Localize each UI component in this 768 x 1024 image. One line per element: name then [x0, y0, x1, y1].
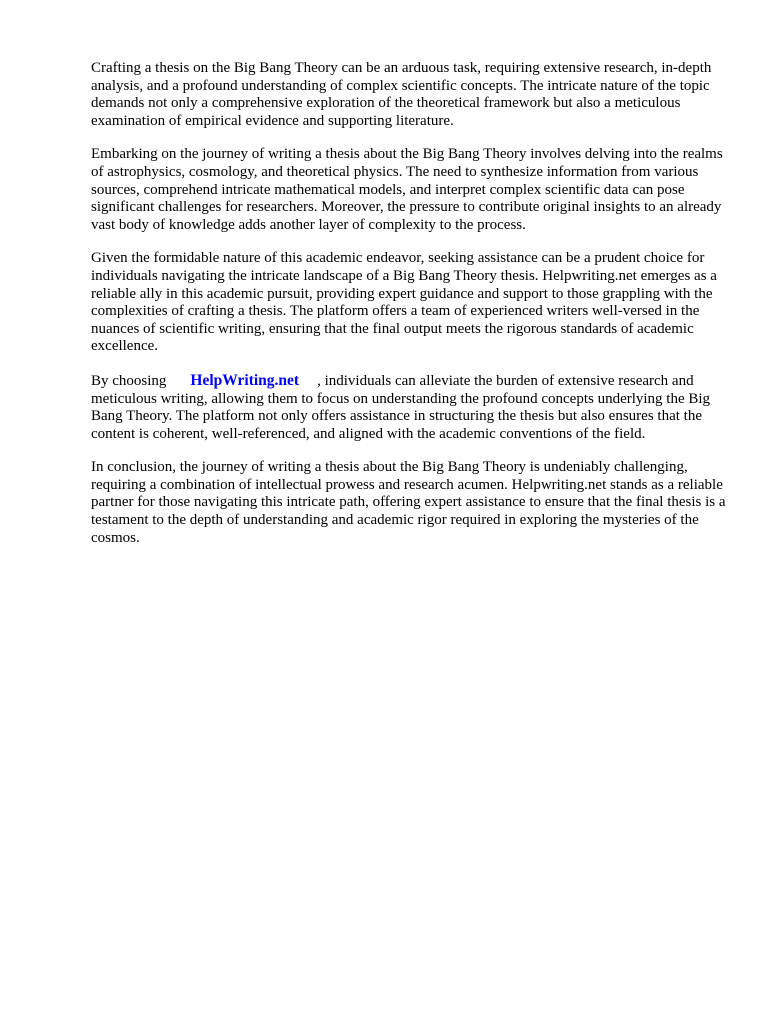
link-paragraph-suffix: , individuals can alleviate the burden of extensive research and meticulous writing, allowing them to focus on understanding the profound concepts underlying the Big Bang Theory. The platform not only offers assistance in structuring the thesis but also ensures that the content is coherent, well-referenced, and aligned with the academic conventions of the field. — [91, 372, 711, 442]
document-body — [91, 60, 731, 563]
paragraph-intro: Crafting a thesis on the Big Bang Theory can be an arduous task, requiring extensive research, in-depth analysis, and a profound understanding of complex scientific concepts. The intricate nature of the topic demands not only a comprehensive exploration of the theoretical framework but also a meticulous examination of empirical evidence and supporting literature. — [91, 60, 712, 129]
paragraph-journey: Embarking on the journey of writing a thesis about the Big Bang Theory involves delving into the realms of astrophysics, cosmology, and theoretical physics. The need to synthesize information from various sources, comprehend intricate mathematical models, and interpret complex scientific data can pose significant challenges for researchers. Moreover, the pressure to contribute original insights to an already vast body of knowledge adds another layer of complexity to the process. — [91, 146, 723, 233]
paragraph-link — [91, 372, 731, 443]
helpwriting-link[interactable]: HelpWriting.net — [190, 371, 300, 389]
link-paragraph-prefix: By choosing — [91, 372, 167, 389]
paragraph-assistance: Given the formidable nature of this academic endeavor, seeking assistance can be a prudent choice for individuals navigating the intricate landscape of a Big Bang Theory thesis. Helpwriting.net emerges as a reliable ally in this academic pursuit, providing expert guidance and support to those grappling with the complexities of crafting a thesis. The platform offers a team of experienced writers well-versed in the nuances of scientific writing, ensuring that the final output meets the rigorous standards of academic excellence. — [91, 250, 717, 355]
paragraph-conclusion: In conclusion, the journey of writing a thesis about the Big Bang Theory is undeniably challenging, requiring a combination of intellectual prowess and research acumen. Helpwriting.net stands as a reliable partner for those navigating this intricate path, offering expert assistance to ensure that the final thesis is a testament to the depth of understanding and academic rigor required in exploring the mysteries of the cosmos. — [91, 459, 726, 546]
